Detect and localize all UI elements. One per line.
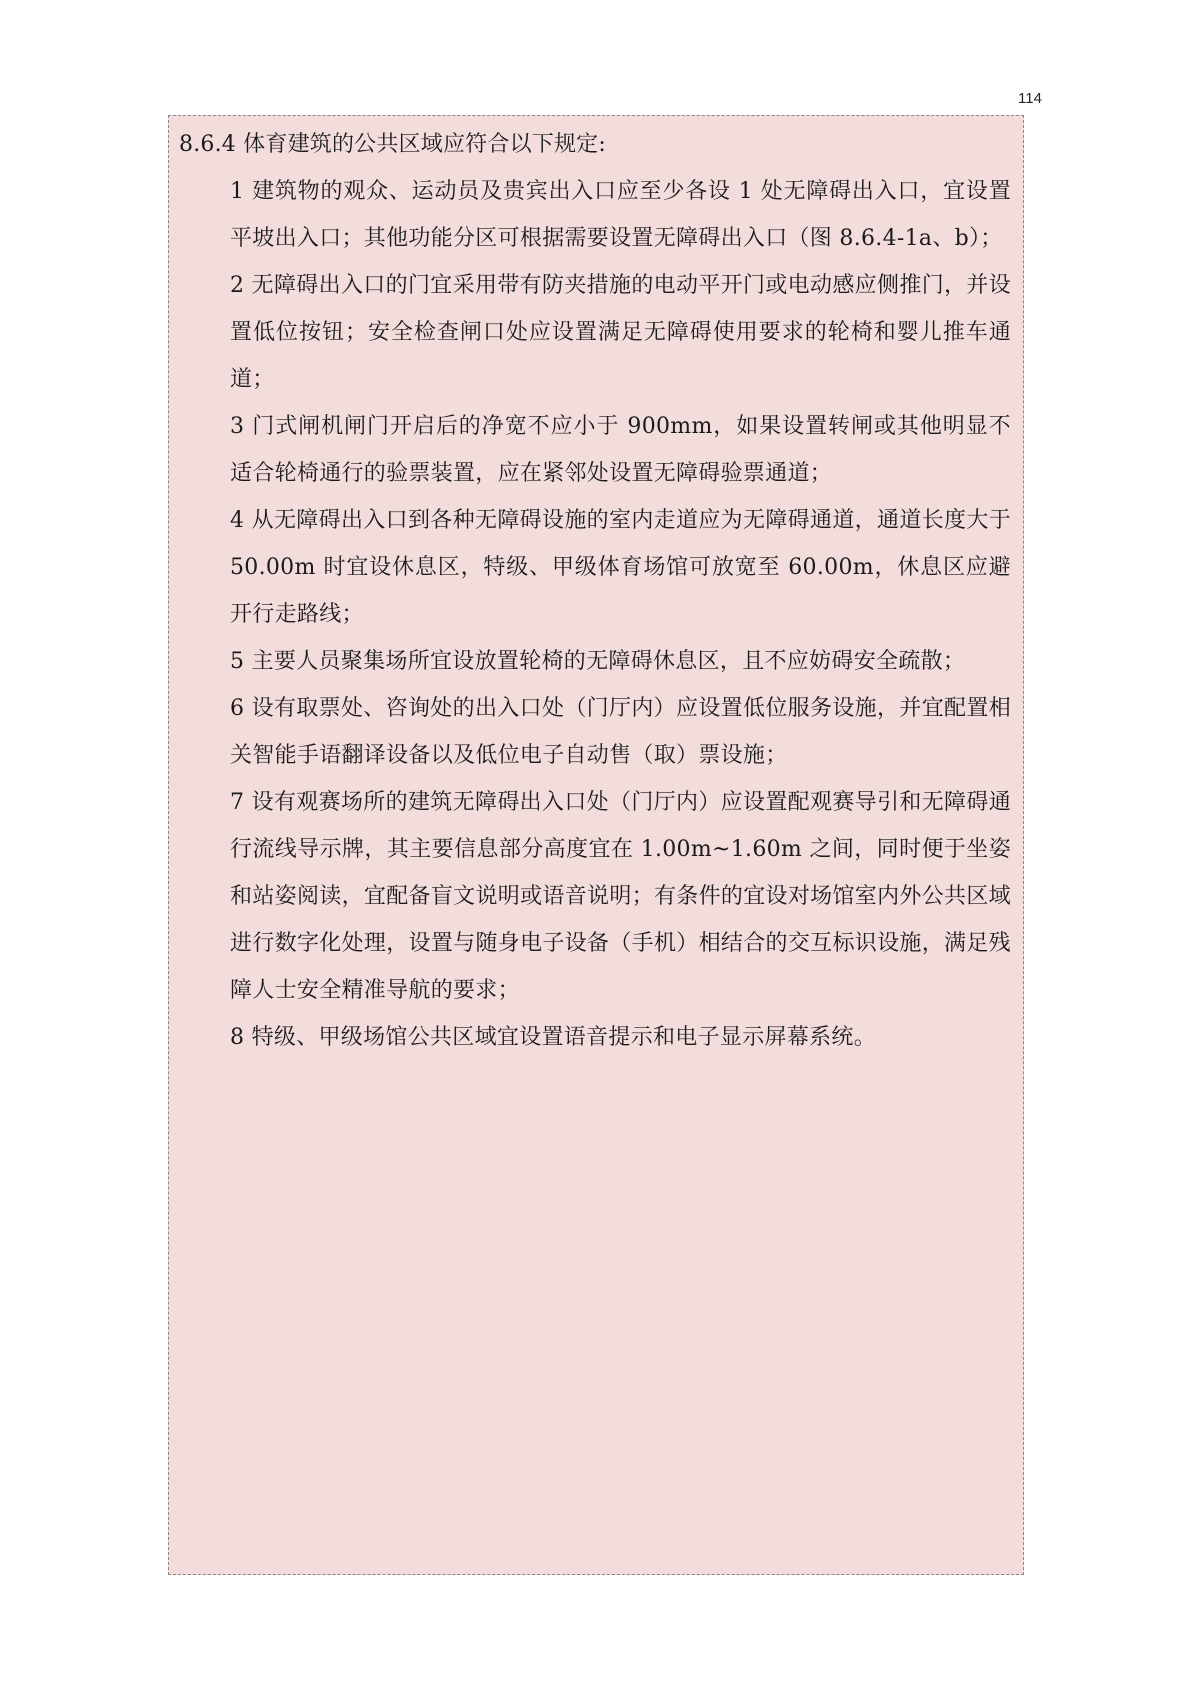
provision-item-5: 5 主要人员聚集场所宜设放置轮椅的无障碍休息区，且不应妨碍安全疏散； [230, 649, 966, 674]
provision-item-8: 8 特级、甲级场馆公共区域宜设置语音提示和电子显示屏幕系统。 [230, 1025, 876, 1050]
provision-item-2: 2 无障碍出入口的门宜采用带有防夹措施的电动平开门或电动感应侧推门，并设置低位按钮；安全检查闸口处应设置满足无障碍使用要求的轮椅和婴儿推车通道； [230, 273, 1011, 392]
provision-item-3: 3 门式闸机闸门开启后的净宽不应小于 900mm，如果设置转闸或其他明显不适合轮椅通行的验票装置，应在紧邻处设置无障碍验票通道； [230, 414, 1011, 486]
provision-item-6: 6 设有取票处、咨询处的出入口处（门厅内）应设置低位服务设施，并宜配置相关智能手语翻译设备以及低位电子自动售（取）票设施； [230, 696, 1011, 768]
page-number: 114 [1018, 90, 1042, 107]
provision-item-4: 4 从无障碍出入口到各种无障碍设施的室内走道应为无障碍通道，通道长度大于 50.00m 时宜设休息区，特级、甲级体育场馆可放宽至 60.00m，休息区应避开行走路线； [230, 508, 1011, 627]
provision-item-7: 7 设有观赛场所的建筑无障碍出入口处（门厅内）应设置配观赛导引和无障碍通行流线导示牌，其主要信息部分高度宜在 1.00m~1.60m 之间，同时便于坐姿和站姿阅读，宜配备盲文说明或语音说明；有条件的宜设对场馆室内外公共区域进行数字化处理，设置与随身电子设备（手机）相结合的交互标识设施，满足残障人士安全精准导航的要求； [230, 790, 1011, 1003]
provision-list [179, 168, 1011, 1061]
provision-item-1: 1 建筑物的观众、运动员及贵宾出入口应至少各设 1 处无障碍出入口，宜设置平坡出入口；其他功能分区可根据需要设置无障碍出入口（图 8.6.4-1a、b）； [230, 179, 1011, 251]
section-heading: 8.6.4 体育建筑的公共区域应符合以下规定: [179, 132, 606, 157]
content-box [168, 115, 1024, 1575]
